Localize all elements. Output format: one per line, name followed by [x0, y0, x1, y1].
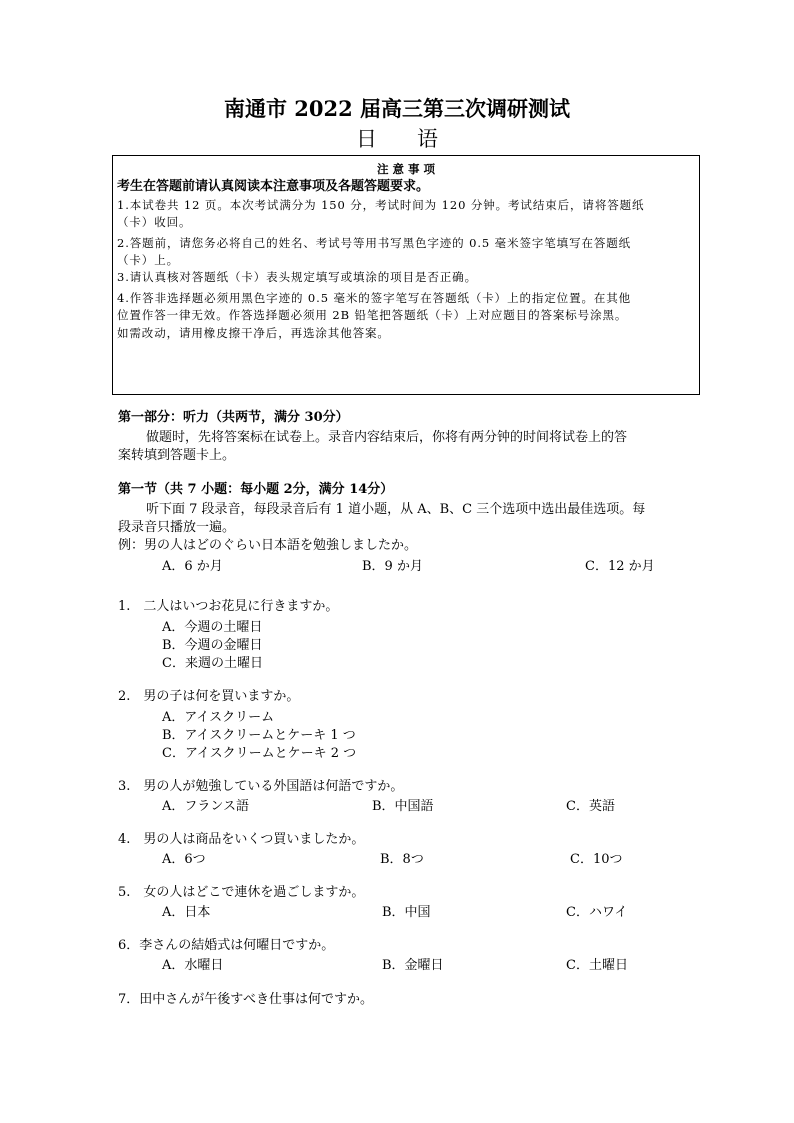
notice-intro: 考生在答题前请认真阅读本注意事项及各题答题要求。	[117, 179, 430, 194]
question-4: 4. 男の人は商品をいくつ買いましたか。	[118, 832, 365, 847]
notice-line: 4.作答非选择题必须用黑色字迹的 0.5 毫米的签字笔写在答题纸（卡）上的指定位置。在其他	[117, 291, 632, 305]
section1-heading: 第一节（共 7 小题：每小题 2分，满分 14分）	[118, 482, 394, 497]
answer-option: C．英語	[566, 799, 615, 814]
question-3: 3. 男の人が勉強している外国語は何語ですか。	[118, 779, 404, 794]
part1-intro: 做题时，先将答案标在试卷上。录音内容结束后，你将有两分钟的时间将试卷上的答	[146, 430, 628, 445]
example-option: B．9 か月	[362, 559, 423, 574]
answer-option: C．10つ	[570, 852, 623, 867]
answer-option: B．今週の金曜日	[162, 638, 263, 653]
answer-option: A．今週の土曜日	[162, 620, 263, 635]
exam-title: 南通市 2022 届高三第三次调研测试	[223, 96, 571, 121]
example-question: 例：男の人はどのぐらい日本語を勉強しましたか。	[118, 538, 418, 553]
subject-title: 日语	[356, 127, 478, 151]
answer-option: C．土曜日	[566, 958, 628, 973]
notice-box	[112, 155, 700, 395]
answer-option: A．フランス語	[162, 799, 249, 814]
answer-option: B．中国語	[372, 799, 434, 814]
section1-intro-cont: 段录音只播放一遍。	[118, 520, 236, 535]
part1-intro-cont: 案转填到答题卡上。	[118, 448, 236, 463]
example-option: C．12 か月	[585, 559, 655, 574]
notice-line: （卡）收回。	[117, 215, 192, 229]
notice-line: （卡）上。	[117, 253, 179, 267]
question-7: 7．田中さんが午後すべき仕事は何ですか。	[118, 992, 374, 1007]
answer-option: B．8つ	[380, 852, 424, 867]
answer-option: A．6つ	[162, 852, 206, 867]
answer-option: A．水曜日	[162, 958, 224, 973]
answer-option: C．アイスクリームとケーキ 2 つ	[162, 746, 357, 761]
notice-heading: 注 意 事 项	[376, 162, 435, 176]
notice-line: 2.答题前，请您务必将自己的姓名、考试号等用书写黑色字迹的 0.5 毫米签字笔填写在答题纸	[117, 236, 632, 250]
notice-line: 1.本试卷共 12 页。本次考试满分为 150 分，考试时间为 120 分钟。考试结束后，请将答题纸	[117, 198, 645, 212]
question-5: 5. 女の人はどこで連休を過ごしますか。	[118, 885, 365, 900]
question-2: 2. 男の子は何を買いますか。	[118, 689, 300, 704]
answer-option: A．日本	[162, 905, 211, 920]
part1-heading: 第一部分：听力（共两节，满分 30分）	[118, 410, 349, 425]
notice-line: 位置作答一律无效。作答选择题必须用 2B 铅笔把答题纸（卡）上对应题目的答案标号涂黑。	[117, 308, 628, 322]
answer-option: B．中国	[382, 905, 431, 920]
question-1: 1. 二人はいつお花見に行きますか。	[118, 599, 339, 614]
section1-intro: 听下面 7 段录音，每段录音后有 1 道小题，从 A、B、C 三个选项中选出最佳选项。每	[146, 502, 646, 517]
answer-option: B．アイスクリームとケーキ 1 つ	[162, 728, 356, 743]
answer-option: C．ハワイ	[566, 905, 628, 920]
answer-option: B．金曜日	[382, 958, 444, 973]
answer-option: A．アイスクリーム	[162, 710, 275, 725]
notice-line: 3.请认真核对答题纸（卡）表头规定填写或填涂的项目是否正确。	[117, 270, 477, 284]
answer-option: C．来週の土曜日	[162, 656, 263, 671]
example-option: A．6 か月	[162, 559, 223, 574]
notice-line: 如需改动，请用橡皮擦干净后，再选涂其他答案。	[117, 326, 390, 340]
question-6: 6．李さんの結婚式は何曜日ですか。	[118, 938, 335, 953]
